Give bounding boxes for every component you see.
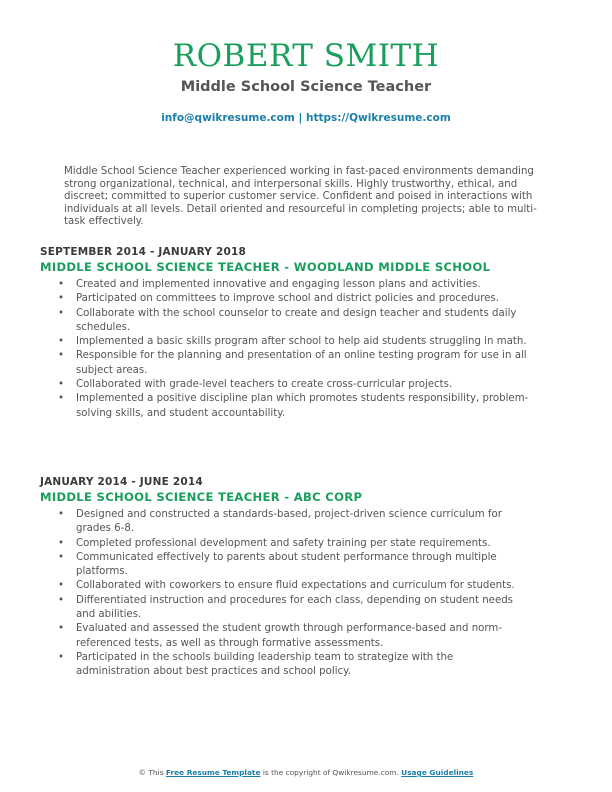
website-link[interactable]: https://Qwikresume.com [305, 112, 451, 124]
bullet-item: • Collaborated with grade-level teachers to create cross-curricular projects. [58, 378, 530, 392]
experience-dates: JANUARY 2014 - JUNE 2014 [40, 476, 203, 488]
copyright-footer [0, 768, 612, 778]
experience-entry [40, 476, 530, 680]
email-link[interactable]: info@qwikresume.com [161, 112, 295, 124]
bullet-item: • Completed professional development and safety training per state requirements. [58, 537, 530, 551]
bullet-item: • Collaborated with coworkers to ensure fluid expectations and curriculum for students. [58, 579, 530, 593]
contact-separator: | [298, 112, 303, 124]
bullet-item: • Implemented a positive discipline plan which promotes students responsibility, problem-solving skills, and student accountability. [58, 392, 530, 421]
bullet-item: • Participated on committees to improve school and district policies and procedures. [58, 292, 530, 306]
bullet-item: • Communicated effectively to parents about student performance through multiple platforms. [58, 551, 530, 580]
bullet-item: • Created and implemented innovative and engaging lesson plans and activities. [58, 278, 530, 292]
experience-dates: SEPTEMBER 2014 - JANUARY 2018 [40, 246, 246, 258]
summary-paragraph: Middle School Science Teacher experienced working in fast-paced environments demanding strong organizational, technical, and interpersonal skills. Highly trustworthy, ethical, and discreet; committed to superior customer service. Confident and poised in interactions with individuals at all levels. Detail oriented and resourceful in completing projects; able to multi-task effectively. [64, 166, 537, 228]
experience-role: MIDDLE SCHOOL SCIENCE TEACHER - ABC CORP [40, 490, 363, 504]
bullet-item: • Participated in the schools building leadership team to strategize with the administration about best practices and school policy. [58, 651, 530, 680]
experience-bullets [40, 278, 530, 421]
candidate-name: ROBERT SMITH [172, 38, 440, 74]
contact-line [0, 111, 612, 125]
footer-prefix: © This [138, 768, 164, 777]
experience-entry [40, 246, 530, 421]
free-template-link[interactable]: Free Resume Template [165, 768, 261, 777]
bullet-item: • Differentiated instruction and procedures for each class, depending on student needs and abilities. [58, 594, 530, 623]
usage-guidelines-link[interactable]: Usage Guidelines [401, 768, 474, 777]
bullet-item: • Evaluated and assessed the student growth through performance-based and norm-referenced tests, as well as through formative assessments. [58, 622, 530, 651]
experience-role: MIDDLE SCHOOL SCIENCE TEACHER - WOODLAND MIDDLE SCHOOL [40, 260, 491, 274]
bullet-item: • Collaborate with the school counselor to create and design teacher and students daily schedules. [58, 307, 530, 336]
experience-bullets [40, 508, 530, 680]
bullet-item: • Designed and constructed a standards-based, project-driven science curriculum for grades 6-8. [58, 508, 530, 537]
candidate-title: Middle School Science Teacher [180, 79, 432, 95]
bullet-item: • Implemented a basic skills program after school to help aid students struggling in math. [58, 335, 530, 349]
bullet-item: • Responsible for the planning and presentation of an online testing program for use in all subject areas. [58, 349, 530, 378]
footer-middle: is the copyright of Qwikresume.com. [262, 768, 399, 777]
